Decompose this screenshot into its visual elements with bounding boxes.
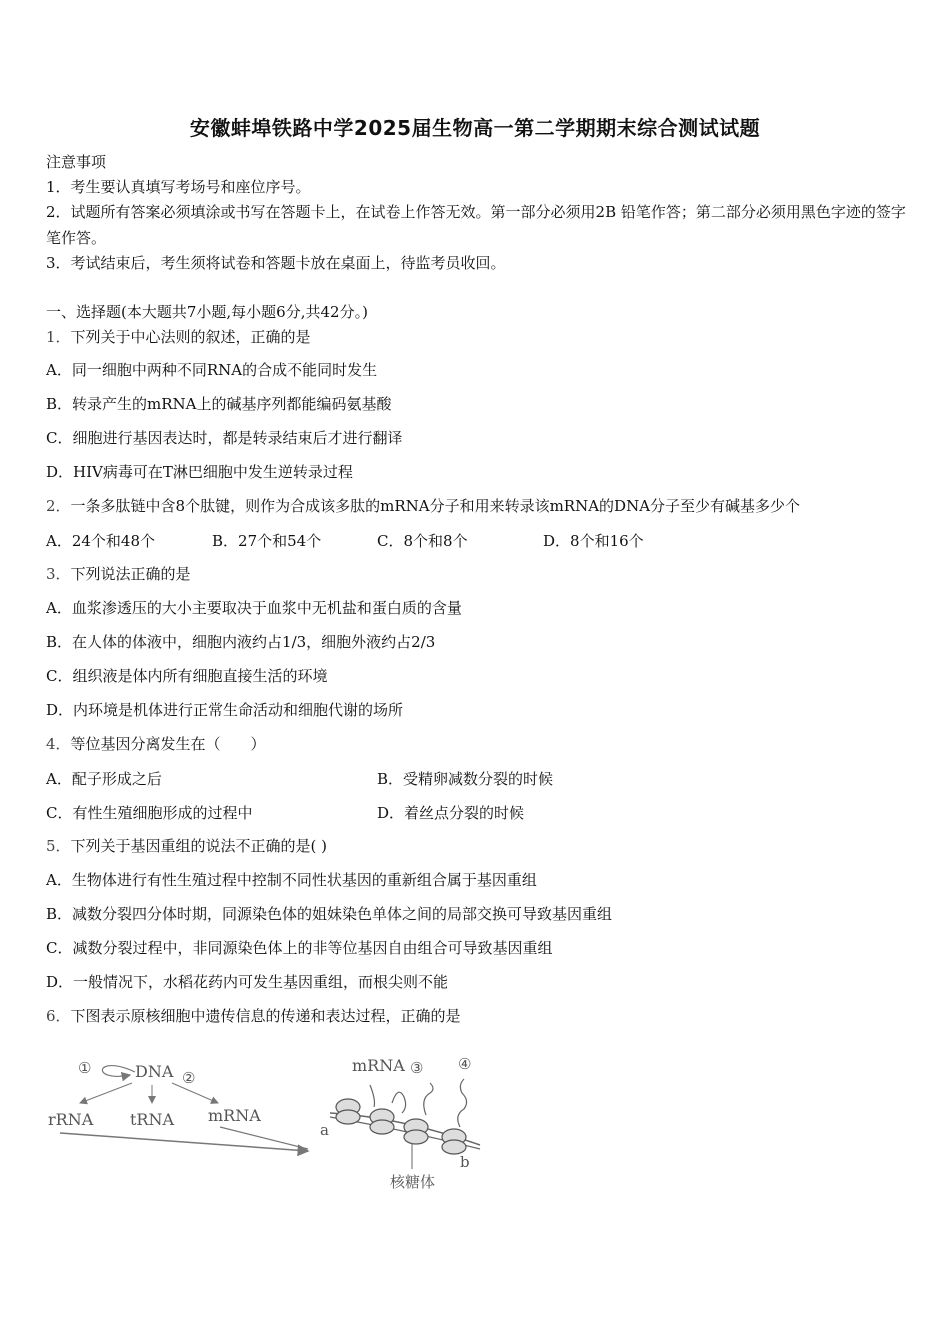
question-1-stem xyxy=(46,327,311,347)
peptide-chain-4 xyxy=(458,1079,467,1127)
question-text: 下列说法正确的是 xyxy=(70,565,191,583)
question-number: 5． xyxy=(46,837,71,855)
q2-option-b: B．27个和54个 xyxy=(212,532,322,550)
q4-option-b: B．受精卵减数分裂的时候 xyxy=(377,770,554,788)
label-dna: DNA xyxy=(135,1062,174,1081)
label-circle-2: ② xyxy=(182,1069,196,1087)
question-2-stem xyxy=(46,496,800,516)
q4-option-a: A．配子形成之后 xyxy=(46,770,162,788)
q4-option-c: C．有性生殖细胞形成的过程中 xyxy=(46,804,253,822)
label-circle-4: ④ xyxy=(458,1055,472,1073)
question-text: 下图表示原核细胞中遗传信息的传递和表达过程，正确的是 xyxy=(70,1007,461,1025)
question-text: 等位基因分离发生在（ ） xyxy=(70,735,266,753)
label-circle-1: ① xyxy=(78,1059,92,1077)
q5-option-d: D．一般情况下，水稻花药内可发生基因重组，而根尖则不能 xyxy=(46,973,449,991)
label-mrna-left: mRNA xyxy=(208,1106,261,1125)
question-number: 2． xyxy=(46,497,71,515)
q2-option-c: C．8个和8个 xyxy=(377,532,468,550)
question-number: 6． xyxy=(46,1007,71,1025)
label-circle-3: ③ xyxy=(410,1059,424,1077)
notice-item-1: 1．考生要认真填写考场号和座位序号。 xyxy=(46,178,311,196)
label-trna: tRNA xyxy=(130,1110,175,1129)
section-heading: 一、选择题(本大题共7小题,每小题6分,共42分。) xyxy=(46,303,368,321)
peptide-chain-1 xyxy=(370,1085,375,1107)
question-4-stem xyxy=(46,734,266,754)
arrow-dna-rrna xyxy=(80,1083,132,1103)
q1-option-b: B．转录产生的mRNA上的碱基序列都能编码氨基酸 xyxy=(46,395,392,413)
notice-heading: 注意事项 xyxy=(46,153,107,171)
q2-option-d: D．8个和16个 xyxy=(543,532,644,550)
notice-item-2: 2．试题所有答案必须填涂或书写在答题卡上，在试卷上作答无效。第一部分必须用2B 铅笔作答；第二部分必须用黑色字迹的签字笔作答。 xyxy=(46,203,906,247)
peptide-chain-3 xyxy=(424,1083,433,1115)
notice-item-3: 3．考试结束后，考生须将试卷和答题卡放在桌面上，待监考员收回。 xyxy=(46,254,506,272)
label-a: a xyxy=(320,1121,329,1139)
q5-option-b: B．减数分裂四分体时期，同源染色体的姐妹染色单体之间的局部交换可导致基因重组 xyxy=(46,905,613,923)
q3-option-d: D．内环境是机体进行正常生命活动和细胞代谢的场所 xyxy=(46,701,404,719)
question-text: 下列关于中心法则的叙述，正确的是 xyxy=(70,328,311,346)
q4-option-d: D．着丝点分裂的时候 xyxy=(377,804,525,822)
q1-option-c: C．细胞进行基因表达时，都是转录结束后才进行翻译 xyxy=(46,429,403,447)
question-number: 1． xyxy=(46,328,71,346)
q5-option-c: C．减数分裂过程中，非同源染色体上的非等位基因自由组合可导致基因重组 xyxy=(46,939,553,957)
label-b: b xyxy=(460,1153,470,1171)
arrow-to-protein xyxy=(60,1133,308,1151)
label-mrna-right: mRNA xyxy=(352,1056,405,1075)
question-text: 一条多肽链中含8个肽键，则作为合成该多肽的mRNA分子和用来转录该mRNA的DNA分子至少有碱基多少个 xyxy=(70,497,801,515)
question-3-stem xyxy=(46,564,191,584)
peptide-chain-2 xyxy=(392,1092,406,1113)
q1-option-a: A．同一细胞中两种不同RNA的合成不能同时发生 xyxy=(46,361,378,379)
q3-option-a: A．血浆渗透压的大小主要取决于血浆中无机盐和蛋白质的含量 xyxy=(46,599,462,617)
label-rrna: rRNA xyxy=(48,1110,94,1129)
q3-option-c: C．组织液是体内所有细胞直接生活的环境 xyxy=(46,667,328,685)
page-title: 安徽蚌埠铁路中学2025届生物高一第二学期期末综合测试试题 xyxy=(189,116,761,140)
q2-option-a: A．24个和48个 xyxy=(46,532,156,550)
q3-option-b: B．在人体的体液中，细胞内液约占1/3，细胞外液约占2/3 xyxy=(46,633,436,651)
figure-gene-expression xyxy=(40,1045,520,1195)
q5-option-a: A．生物体进行有性生殖过程中控制不同性状基因的重新组合属于基因重组 xyxy=(46,871,537,889)
question-text: 下列关于基因重组的说法不正确的是( ) xyxy=(70,837,328,855)
q1-option-d: D．HIV病毒可在T淋巴细胞中发生逆转录过程 xyxy=(46,463,353,481)
ribosome-group xyxy=(336,1099,466,1154)
question-5-stem xyxy=(46,836,327,856)
question-6-stem xyxy=(46,1006,461,1026)
question-number: 3． xyxy=(46,565,71,583)
question-number: 4． xyxy=(46,735,71,753)
label-ribosome: 核糖体 xyxy=(390,1173,436,1191)
replication-loop xyxy=(102,1066,135,1077)
